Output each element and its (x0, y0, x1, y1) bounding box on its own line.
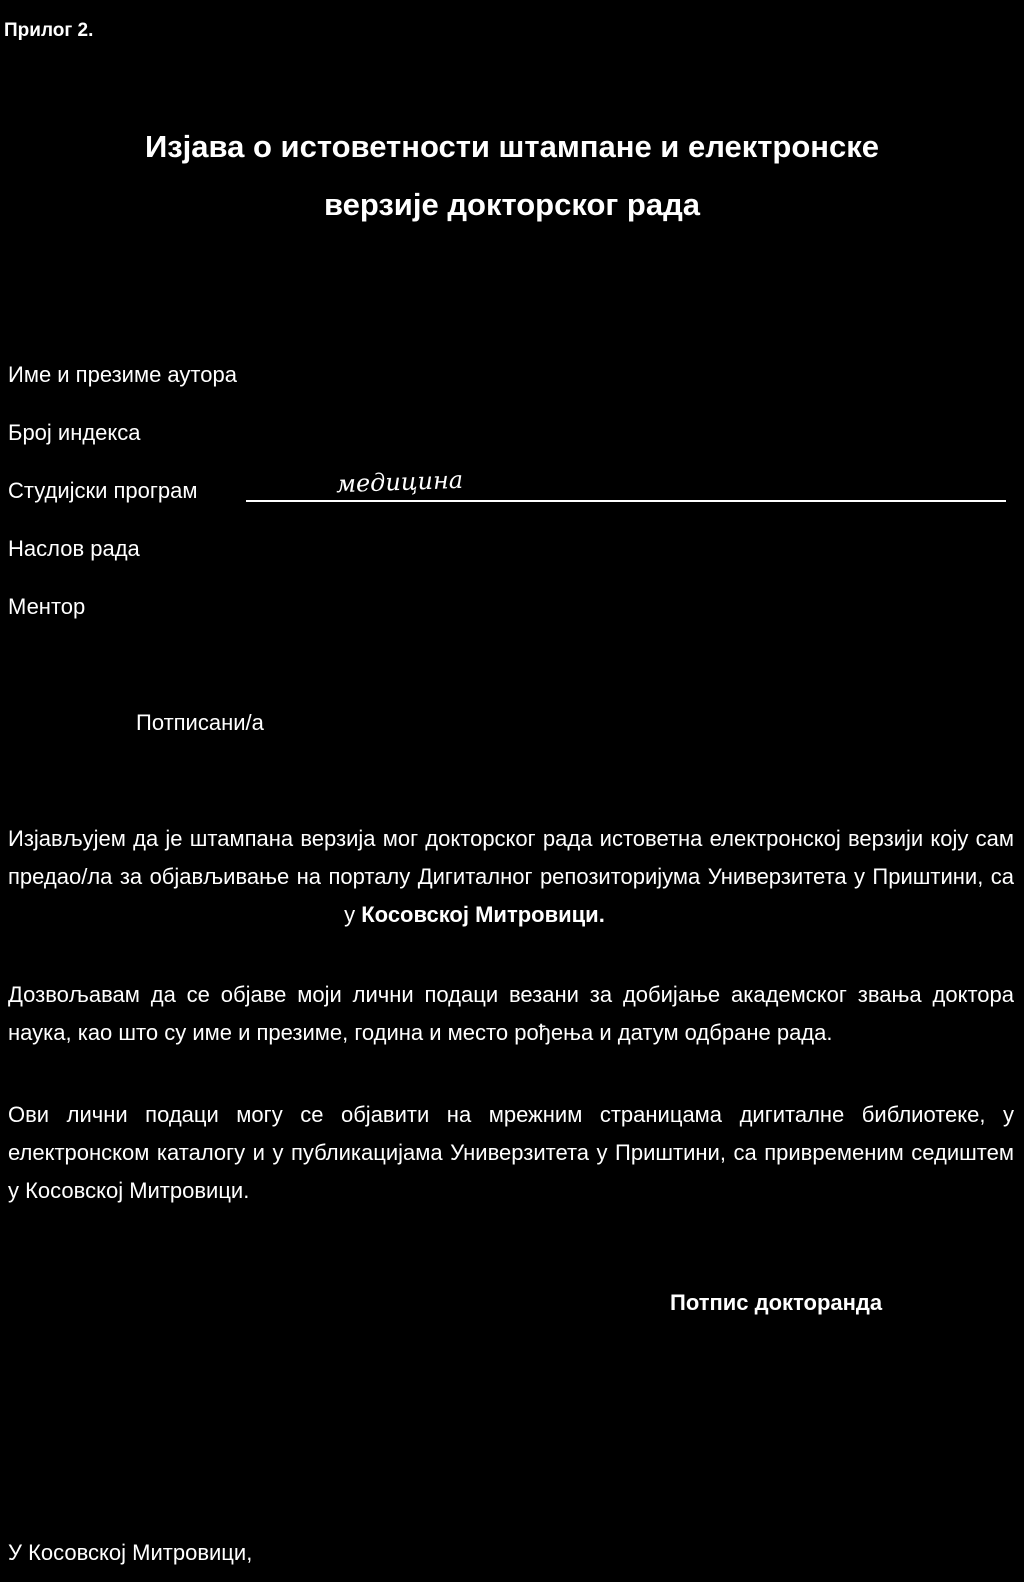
handwritten-study-program: медицина (335, 465, 464, 499)
declaration-text: Изјављујем да је штампана верзија мог докторског рада истоветна електронској верзији коју сам предао/ла за објављивање на порталу Дигиталног репозиторијума Универзитета у Приштини, са (8, 826, 1014, 889)
place-label: У Косовској Митровици, (8, 1540, 253, 1565)
field-study-program: Студијски програм (8, 478, 198, 503)
field-author-name: Име и презиме аутора (8, 362, 237, 387)
declaration-paragraph-2: Дозвољавам да се објаве моји лични подаци везани за добијање академског звања доктора наука, као што су име и презиме, година и место рођења и датум одбране рада. (8, 982, 1014, 1045)
annex-label: Прилог 2. (4, 20, 94, 41)
document-title-line-2: верзије докторског рада (323, 187, 701, 222)
declaration-seat-word: у (344, 902, 356, 927)
signed-label: Потписани/а (136, 710, 264, 735)
document-title-line-1: Изјава о истоветности штампане и електронске (144, 129, 880, 164)
declaration-city: Косовској Митровици. (361, 902, 605, 927)
study-program-underline (246, 500, 1006, 502)
field-mentor: Ментор (8, 594, 86, 619)
field-thesis-title: Наслов рада (8, 536, 140, 561)
declaration-paragraph-3: Ови лични подаци могу се објавити на мрежним страницама дигиталне библиотеке, у електронском каталогу и у публикацијама Универзитета у Приштини, са привременим седиштем у Косовској Митровици. (8, 1102, 1014, 1203)
field-index-number: Број индекса (8, 420, 141, 445)
signature-label: Потпис докторанда (670, 1290, 883, 1315)
declaration-paragraph-1 (8, 820, 1014, 934)
